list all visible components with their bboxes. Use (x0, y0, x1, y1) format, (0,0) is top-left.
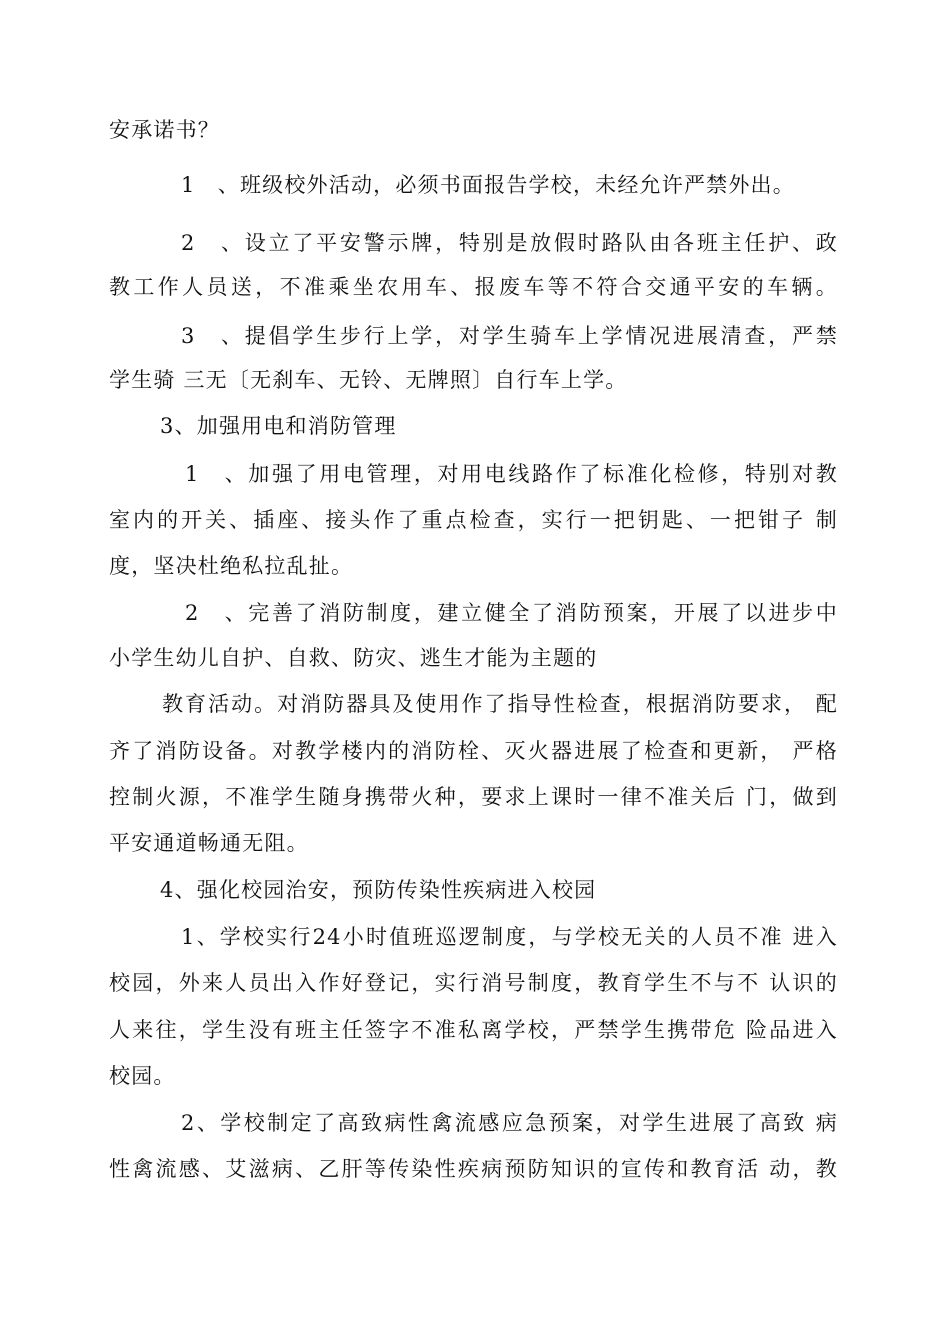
text-line: 性禽流感、艾滋病、乙肝等传染性疾病预防知识的宣传和教育活 动，教 (109, 1157, 838, 1181)
text-line: 教工作人员送，不准乘坐农用车、报废车等不符合交通平安的车辆。 (109, 275, 838, 299)
text-line: 校园，外来人员出入作好登记，实行消号制度，教育学生不与不 认识的 (109, 971, 838, 995)
text-line: 学生骑 三无〔无刹车、无铃、无牌照〕自行车上学。 (109, 368, 628, 392)
text-line: 安承诺书？ (109, 118, 220, 142)
text-line: 3 、提倡学生步行上学，对学生骑车上学情况进展清查，严禁 (181, 324, 838, 348)
text-line: 教育活动。对消防器具及使用作了指导性检查，根据消防要求， 配 (162, 692, 838, 716)
text-line: 人来往，学生没有班主任签字不准私离学校，严禁学生携带危 险品进入 (109, 1018, 838, 1042)
text-line: 校园。 (109, 1064, 176, 1088)
text-line: 2 、完善了消防制度，建立健全了消防预案，开展了以进步中 (185, 601, 838, 625)
text-line: 1 、加强了用电管理，对用电线路作了标准化检修，特别对教 (185, 462, 838, 486)
section-heading: 4、强化校园治安，预防传染性疾病进入校园 (160, 878, 597, 902)
text-line: 1 、班级校外活动，必须书面报告学校，未经允许严禁外出。 (181, 173, 795, 197)
text-line: 1、学校实行24小时值班巡逻制度，与学校无关的人员不准 进入 (181, 925, 838, 949)
text-line: 小学生幼儿自护、自救、防灾、逃生才能为主题的 (109, 646, 598, 670)
text-line: 齐了消防设备。对教学楼内的消防栓、灭火器进展了检查和更新， 严格 (109, 739, 838, 763)
text-line: 平安通道畅通无阻。 (109, 831, 309, 855)
text-line: 控制火源，不准学生随身携带火种，要求上课时一律不准关后 门，做到 (109, 785, 838, 809)
text-line: 度，坚决杜绝私拉乱扯。 (109, 554, 354, 578)
section-heading: 3、加强用电和消防管理 (160, 414, 397, 438)
text-line: 室内的开关、插座、接头作了重点检查，实行一把钥匙、一把钳子 制 (109, 508, 838, 532)
text-line: 2 、设立了平安警示牌，特别是放假时路队由各班主任护、政 (181, 231, 838, 255)
text-line: 2、学校制定了高致病性禽流感应急预案，对学生进展了高致 病 (181, 1111, 838, 1135)
